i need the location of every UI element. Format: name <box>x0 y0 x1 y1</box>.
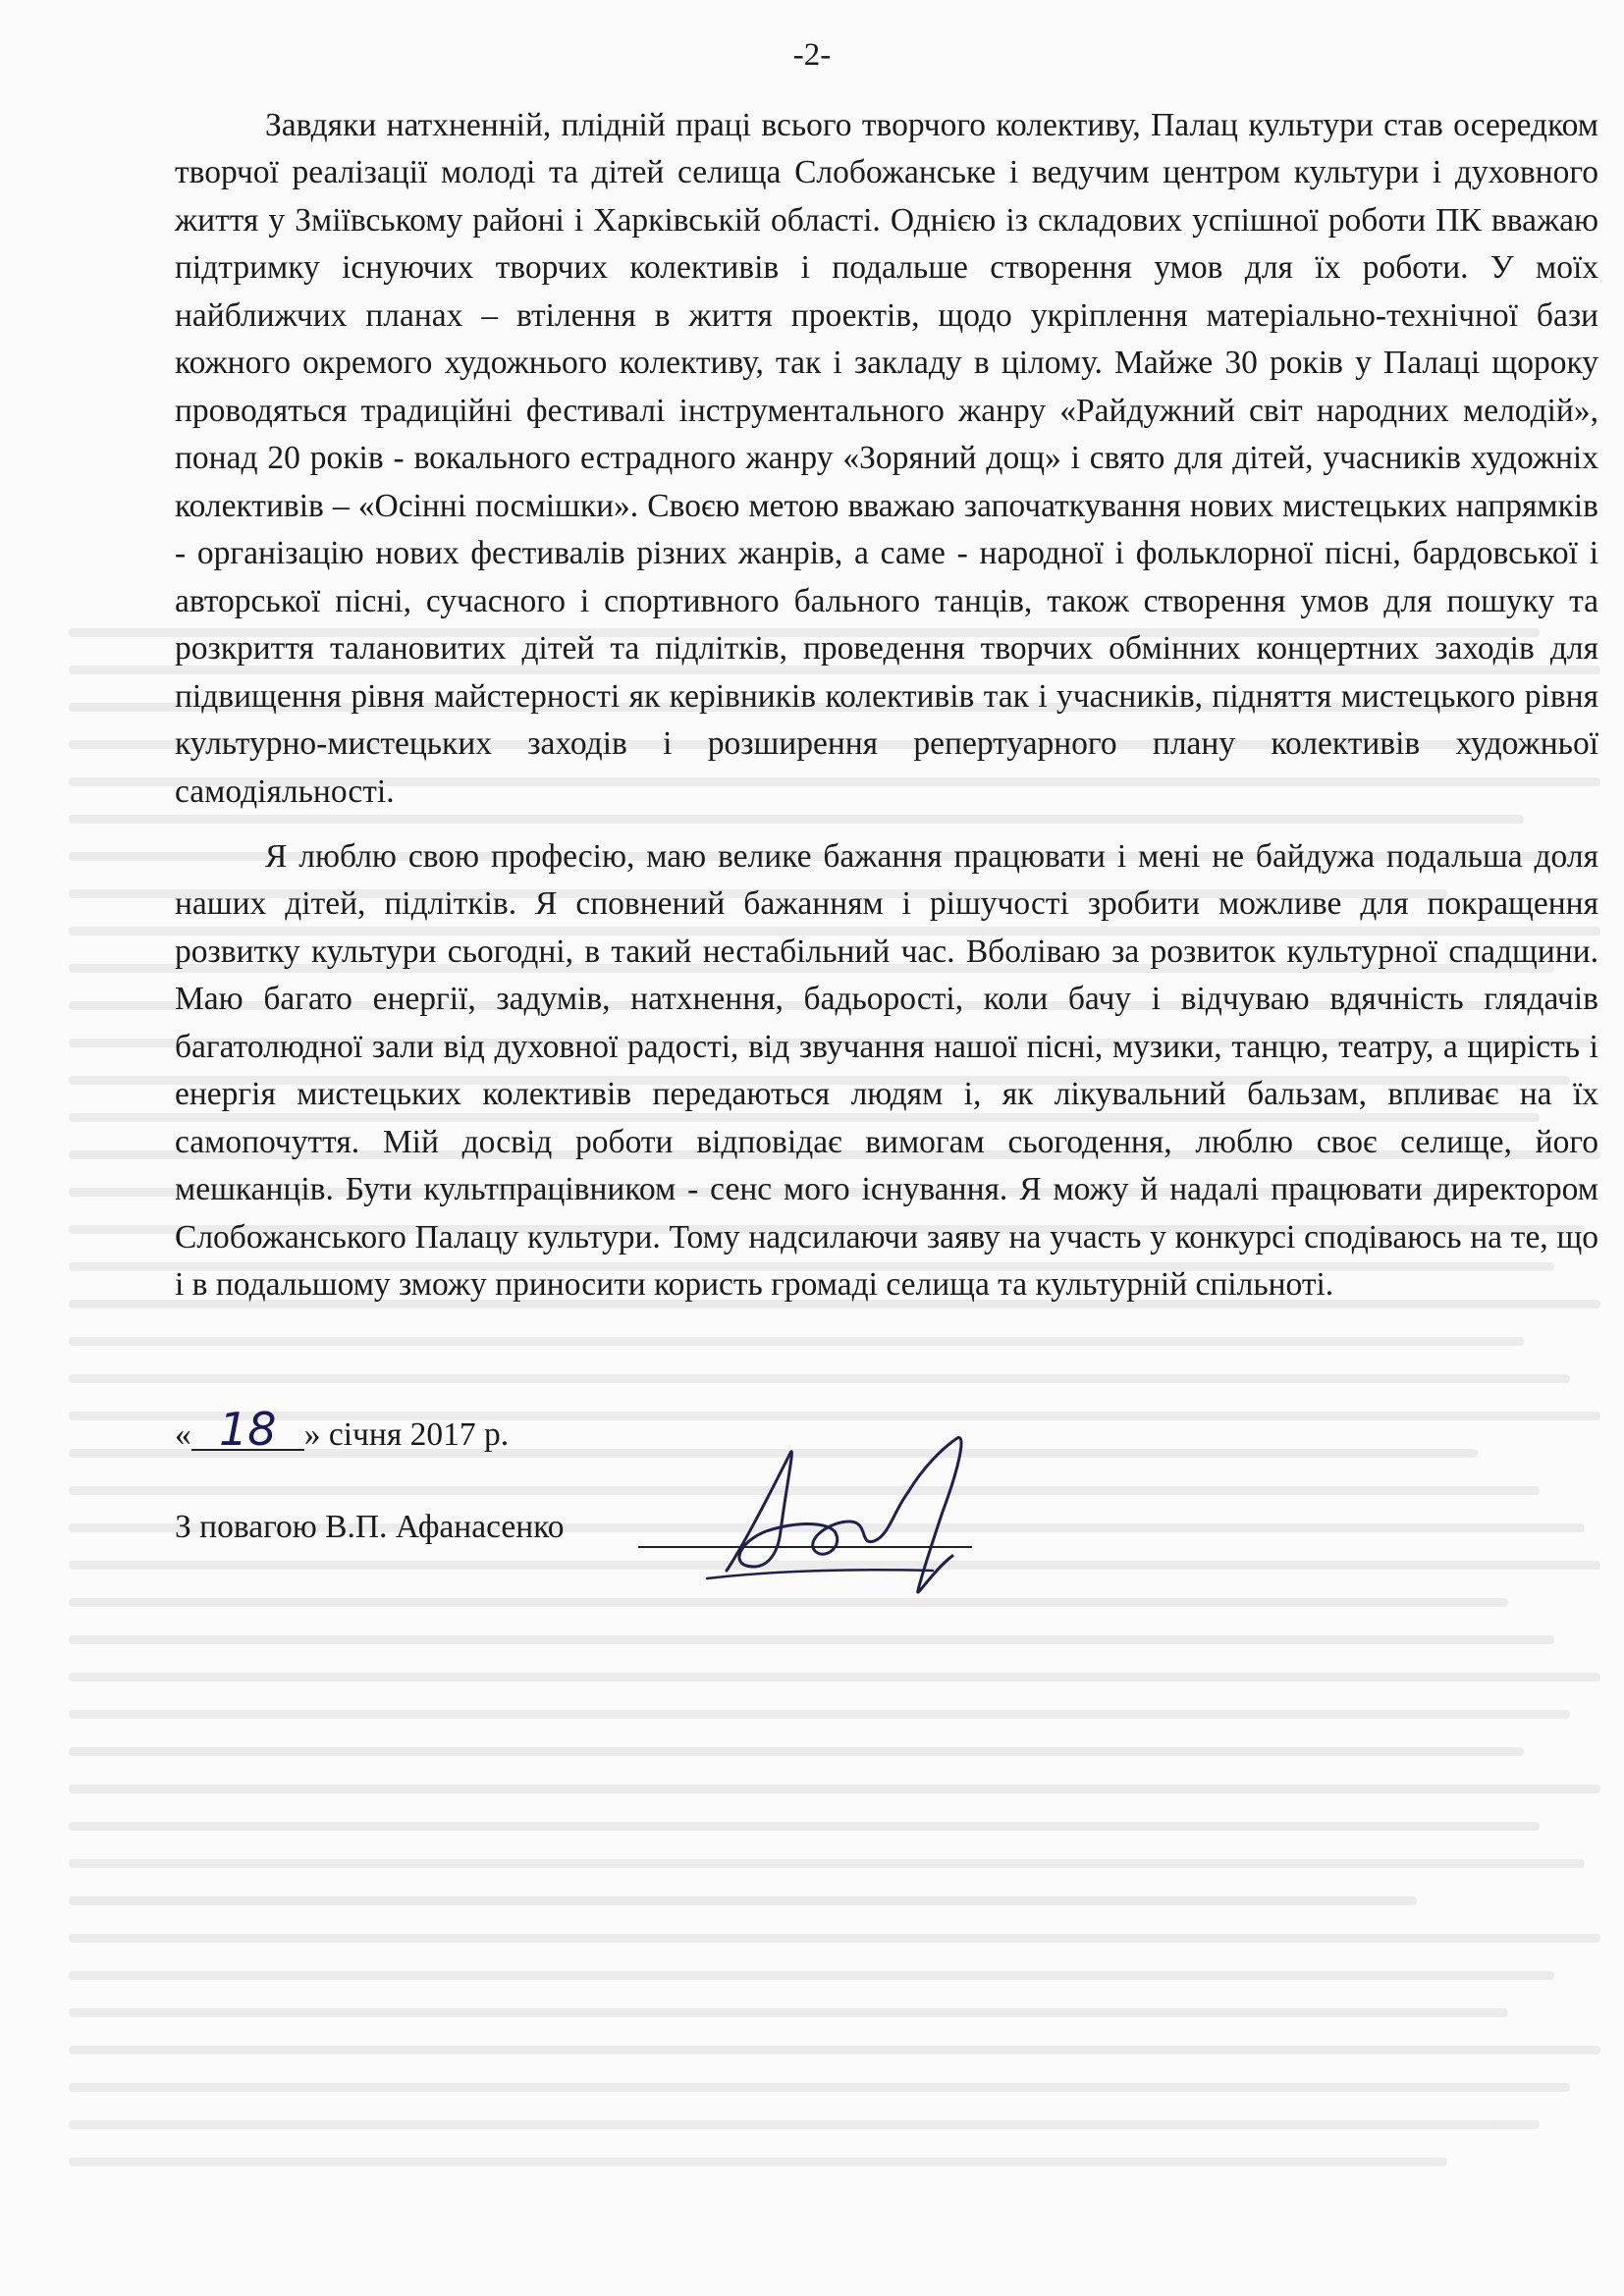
date-open-quote: « <box>175 1416 191 1453</box>
show-through-line <box>69 2083 1570 2092</box>
show-through-line <box>69 1635 1554 1644</box>
show-through-line <box>69 2008 1508 2017</box>
date-day-handwritten: 18 <box>191 1410 304 1451</box>
show-through-line <box>69 2158 1447 2166</box>
show-through-line <box>69 1374 1570 1383</box>
show-through-line <box>69 1822 1540 1831</box>
show-through-line <box>69 1896 1417 1905</box>
show-through-line <box>69 1859 1585 1868</box>
body-paragraph-1: Завдяки натхненній, плідній праці всього творчого колективу, Палац культури став осередком творчої реалізації молоді та дітей селища Слобожанське і ведучим центром культури і духовного життя у Зміївському районі і Харківській області. Однією із складових успішної роботи ПК вважаю підтримку існуючих творчих колективів і подальше створення умов для їх роботи. У моїх найближчих планах – втілення в життя проектів, щодо укріплення матеріально-технічної бази кожного окремого художнього колективу, так і закладу в цілому. Майже 30 років у Палаці щороку проводяться традиційні фестивалі інструментального жанру «Райдужний світ народних мелодій», понад 20 років - вокального естрадного жанру «Зоряний дощ» і свято для дітей, учасників художніх колективів – «Осінні посмішки». Своєю метою вважаю започаткування нових мистецьких напрямків - організацію нових фестивалів різних жанрів, а саме - народної і фольклорної пісні, бардовської і авторської пісні, сучасного і спортивного бального танців, також створення умов для пошуку та розкриття талановитих дітей та підлітків, проведення творчих обмінних концертних заходів для підвищення рівня майстерності як керівників колективів так і учасників, підняття мистецького рівня культурно-мистецьких заходів і розширення репертуарного плану колективів художньої самодіяльності. <box>175 106 1598 810</box>
show-through-line <box>69 1337 1524 1346</box>
regards-line: З повагою В.П. Афанасенко <box>175 1509 565 1545</box>
page-number: -2- <box>792 37 832 73</box>
show-through-line <box>69 815 1524 824</box>
show-through-line <box>69 1673 1600 1682</box>
show-through-line <box>69 1710 1570 1719</box>
show-through-line <box>69 2120 1540 2129</box>
body-paragraph-2: Я люблю свою професію, маю велике бажання працювати і мені не байдужа подальша доля наших дітей, підлітків. Я сповнений бажанням і рішучості зробити можливе для покращення розвитку культури сьогодні, в такий нестабільний час. Вболіваю за розвиток культурної спадщини. Маю багато енергії, задумів, натхнення, бадьорості, коли бачу і відчуваю вдячність глядачів багатолюдної зали від духовної радості, від звучання нашої пісні, музики, танцю, театру, а щирість і енергія мистецьких колективів передаються людям і, як лікувальний бальзам, впливає на їх самопочуття. Мій досвід роботи відповідає вимогам сьогодення, люблю своє селище, його мешканців. Бути культпрацівником - сенс мого існування. Я можу й надалі працювати директором Слобожанського Палацу культури. Тому надсилаючи заяву на участь у конкурсі сподіваюсь на те, що і в подальшому зможу приносити користь громаді селища та культурній спільноті. <box>175 837 1598 1303</box>
handwritten-signature <box>687 1423 1011 1610</box>
show-through-line <box>69 1971 1554 1980</box>
date-line <box>175 1403 510 1456</box>
show-through-line <box>69 1785 1600 1793</box>
show-through-line <box>69 1934 1600 1943</box>
show-through-line <box>69 1747 1524 1756</box>
show-through-line <box>69 2046 1600 2055</box>
date-month-year: » січня 2017 р. <box>303 1416 510 1453</box>
